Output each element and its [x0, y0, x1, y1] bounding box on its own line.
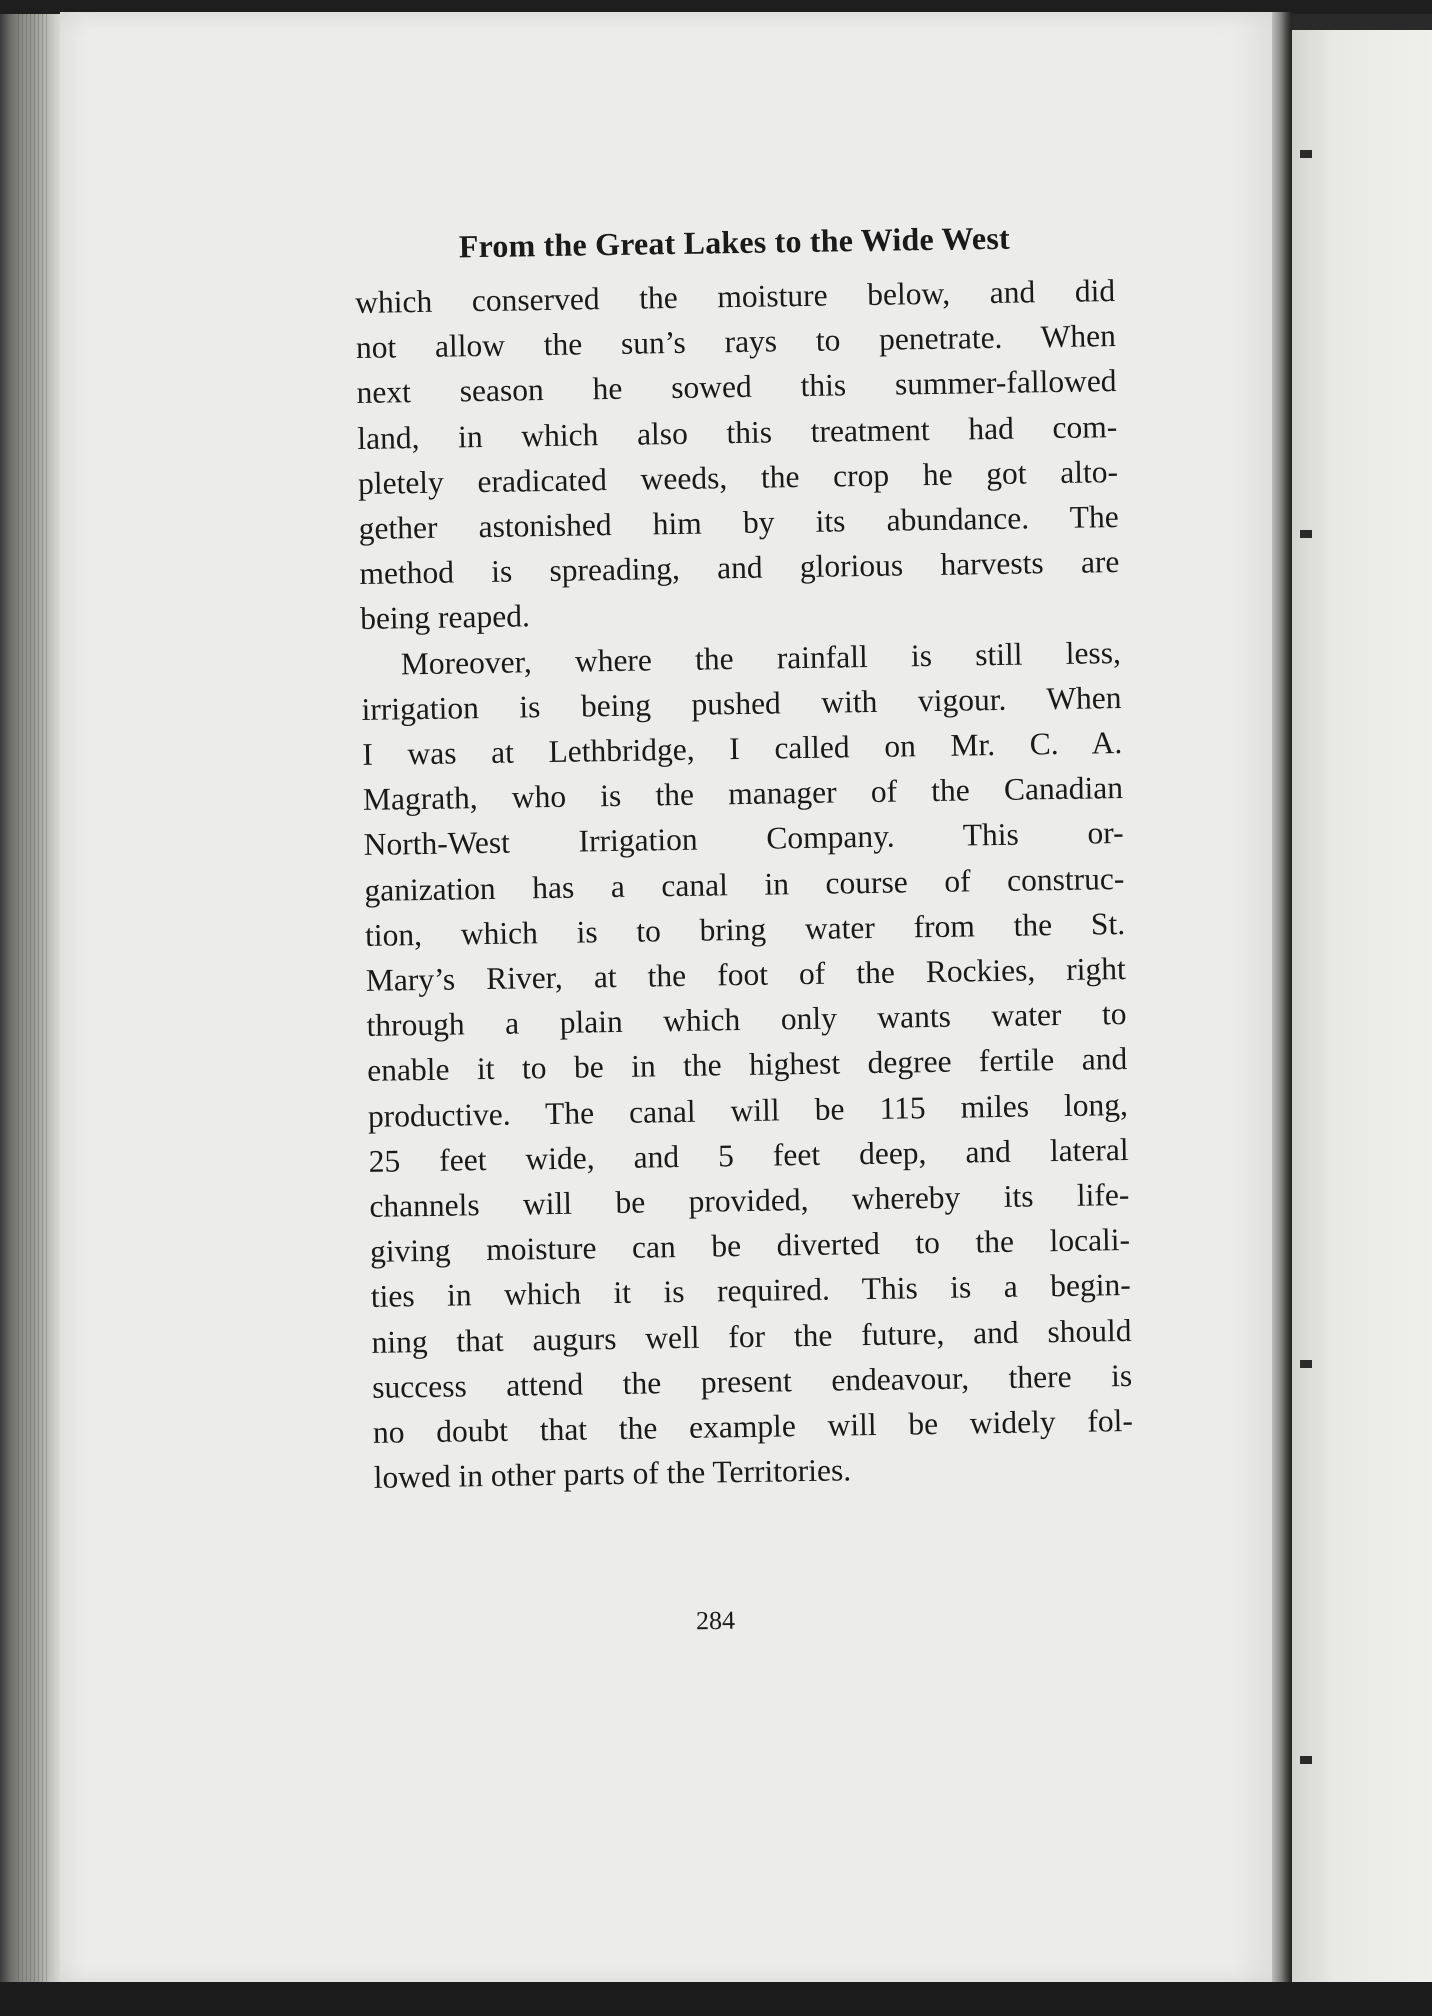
- paragraph-1: [355, 268, 1121, 642]
- text-line: enable it to be in the highest degree fertile and: [366, 1041, 1128, 1089]
- page-edge-mark: [1300, 530, 1312, 538]
- text-line: no doubt that the example will be widely fol-: [372, 1402, 1134, 1450]
- text-line: channels will be provided, whereby its life-: [369, 1177, 1130, 1224]
- page-text-block: [354, 214, 1134, 1500]
- text-line: North-West Irrigation Company. This or-: [363, 815, 1124, 863]
- text-line: ties in which it is required. This is a begin-: [370, 1267, 1132, 1315]
- text-line: which conserved the moisture below, and did: [354, 273, 1116, 320]
- text-line: Mary’s River, at the foot of the Rockies, right: [365, 951, 1127, 998]
- book-left-edge: [0, 0, 68, 2016]
- text-line: productive. The canal will be 115 miles long,: [367, 1086, 1129, 1134]
- text-line: success attend the present endeavour, there is: [371, 1357, 1133, 1405]
- text-line: Magrath, who is the manager of the Canadian: [362, 770, 1124, 818]
- facing-page-edge: [1292, 30, 1432, 1982]
- running-head: From the Great Lakes to the Wide West: [458, 219, 1011, 265]
- text-line: pletely eradicated weeds, the crop he got alto-: [357, 453, 1119, 501]
- text-line: gether astonished him by its abundance. The: [358, 499, 1119, 546]
- page-number: 284: [695, 1605, 736, 1636]
- text-line: I was at Lethbridge, I called on Mr. C. A.: [362, 725, 1123, 772]
- text-line: irrigation is being pushed with vigour. When: [361, 679, 1122, 727]
- text-line: Moreover, where the rainfall is still less,: [400, 634, 1122, 681]
- paragraph-2: [361, 630, 1134, 1501]
- text-line: tion, which is to bring water from the St.: [364, 905, 1126, 953]
- scan-bottom-border: [0, 1982, 1432, 2016]
- text-line: ning that augurs well for the future, and should: [371, 1312, 1132, 1360]
- page-edge-mark: [1300, 1360, 1312, 1368]
- text-line: lowed in other parts of the Territories.: [373, 1452, 852, 1496]
- text-line: land, in which also this treatment had com-: [357, 408, 1118, 456]
- text-line: not allow the sun’s rays to penetrate. When: [355, 318, 1117, 366]
- text-line: method is spreading, and glorious harvests are: [359, 544, 1120, 592]
- text-line: giving moisture can be diverted to the locali-: [369, 1222, 1131, 1270]
- text-line: through a plain which only wants water to: [366, 996, 1127, 1044]
- text-line: being reaped.: [359, 598, 531, 637]
- page-edge-mark: [1300, 150, 1312, 158]
- book-gutter: [1272, 12, 1292, 1984]
- page-edge-mark: [1300, 1756, 1312, 1764]
- text-line: next season he sowed this summer-fallowed: [356, 363, 1117, 411]
- text-line: 25 feet wide, and 5 feet deep, and lateral: [368, 1131, 1129, 1179]
- text-line: ganization has a canal in course of construc-: [364, 860, 1125, 908]
